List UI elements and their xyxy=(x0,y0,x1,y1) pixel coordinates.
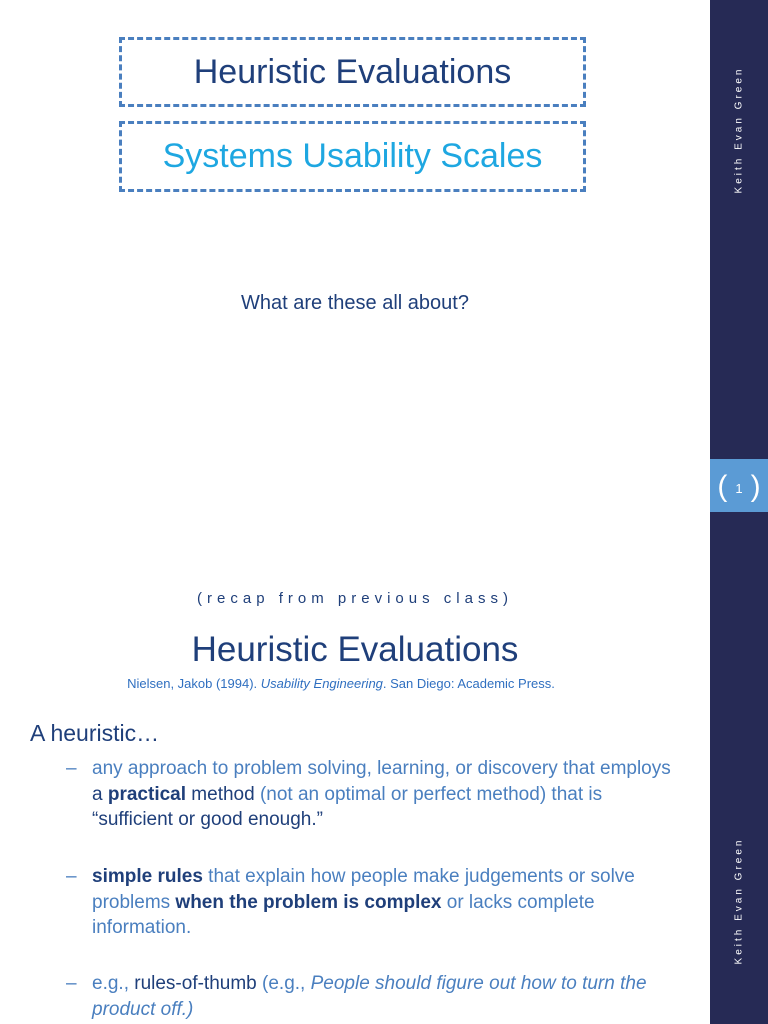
bullet-text: method xyxy=(186,783,255,805)
bullet-dash: – xyxy=(66,758,77,779)
left-bracket-icon: ( xyxy=(717,470,728,503)
slide-2 xyxy=(0,512,768,1024)
slide-title: Heuristic Evaluations xyxy=(191,630,519,669)
bullet-dash: – xyxy=(66,866,77,887)
page-number-badge xyxy=(710,459,768,512)
lead-text: A heuristic… xyxy=(30,720,160,746)
page-number: 1 xyxy=(735,480,743,496)
bullet-text: (not an optimal or perfect method) that is xyxy=(254,783,603,805)
question-text: What are these all about? xyxy=(241,292,469,314)
bullet-emphasis: practical xyxy=(107,783,187,805)
recap-label: (recap from previous class) xyxy=(197,590,513,607)
right-bracket-icon: ) xyxy=(750,470,761,503)
sidebar xyxy=(710,0,768,512)
bullet-text: rules-of-thumb xyxy=(134,973,257,994)
title-box xyxy=(119,37,586,107)
bullet-text: a xyxy=(92,783,108,805)
slide-subtitle: Systems Usability Scales xyxy=(162,137,543,175)
subtitle-box xyxy=(119,121,586,192)
author-label: Keith Evan Green xyxy=(733,66,745,194)
bullet-item xyxy=(66,971,681,1022)
bullet-text: that explain how people make judgements or solve problems xyxy=(92,866,635,913)
bullet-text: or lacks complete information. xyxy=(92,891,595,938)
bullet-dash: – xyxy=(66,973,77,994)
bullet-text: “sufficient or good enough.” xyxy=(92,809,323,830)
author-label: Keith Evan Green xyxy=(733,837,745,965)
bullet-emphasis: when the problem is complex xyxy=(175,891,442,913)
bullet-example: People should figure out how to turn the product off.) xyxy=(92,973,647,1020)
bullet-item xyxy=(66,756,681,833)
sidebar xyxy=(710,512,768,1024)
citation xyxy=(0,676,682,691)
citation-author: Nielsen, Jakob (1994). xyxy=(127,676,261,691)
bullet-emphasis: simple rules xyxy=(92,866,203,887)
citation-publisher: . San Diego: Academic Press. xyxy=(382,676,555,691)
bullet-item xyxy=(66,864,681,941)
citation-book: Usability Engineering xyxy=(260,676,383,691)
slide-title: Heuristic Evaluations xyxy=(193,52,512,91)
bullet-text: any approach to problem solving, learning, or discovery that employs xyxy=(92,758,671,779)
bullet-text: (e.g., xyxy=(256,973,311,994)
bullet-text: e.g., xyxy=(92,973,135,994)
